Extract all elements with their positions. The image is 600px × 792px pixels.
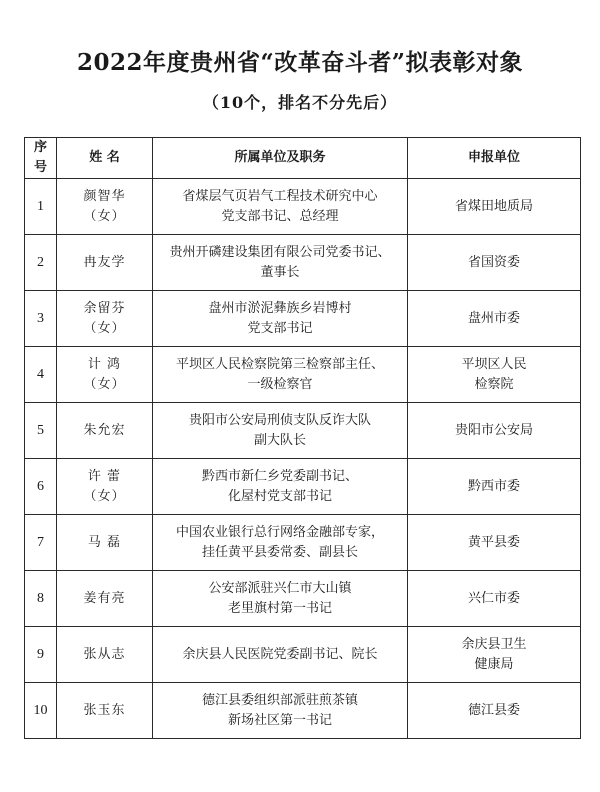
row-nominating-unit: 黄平县委 (408, 515, 581, 571)
header-number: 序号 (25, 138, 57, 179)
row-nominating-unit: 兴仁市委 (408, 571, 581, 627)
table-row (25, 515, 581, 571)
row-position: 省煤层气页岩气工程技术研究中心 党支部书记、总经理 (153, 179, 408, 235)
row-name: 张玉东 (57, 683, 153, 739)
table-row (25, 459, 581, 515)
row-nominating-unit: 平坝区人民 检察院 (408, 347, 581, 403)
table-row (25, 291, 581, 347)
row-position: 余庆县人民医院党委副书记、院长 (153, 627, 408, 683)
table-row (25, 347, 581, 403)
row-position: 盘州市淤泥彝族乡岩博村 党支部书记 (153, 291, 408, 347)
table-row (25, 235, 581, 291)
row-number: 3 (25, 291, 57, 347)
row-number: 8 (25, 571, 57, 627)
header-nominating-unit: 申报单位 (408, 138, 581, 179)
table-row (25, 179, 581, 235)
row-name: 许 蕾 （女） (57, 459, 153, 515)
header-name: 姓 名 (57, 138, 153, 179)
row-nominating-unit: 德江县委 (408, 683, 581, 739)
row-position: 中国农业银行总行网络金融部专家， 挂任黄平县委常委、副县长 (153, 515, 408, 571)
row-position: 德江县委组织部派驻煎茶镇 新场社区第一书记 (153, 683, 408, 739)
row-nominating-unit: 盘州市委 (408, 291, 581, 347)
row-nominating-unit: 余庆县卫生 健康局 (408, 627, 581, 683)
row-name: 马 磊 (57, 515, 153, 571)
row-nominating-unit: 省煤田地质局 (408, 179, 581, 235)
row-nominating-unit: 黔西市委 (408, 459, 581, 515)
row-number: 6 (25, 459, 57, 515)
table-row (25, 403, 581, 459)
document-subtitle: （10个，排名不分先后） (202, 93, 398, 112)
header-position: 所属单位及职务 (153, 138, 408, 179)
table-row (25, 571, 581, 627)
row-name: 冉友学 (57, 235, 153, 291)
row-number: 2 (25, 235, 57, 291)
row-name: 姜有亮 (57, 571, 153, 627)
row-number: 1 (25, 179, 57, 235)
row-position: 贵阳市公安局刑侦支队反诈大队 副大队长 (153, 403, 408, 459)
table-header-row (25, 138, 581, 179)
row-number: 7 (25, 515, 57, 571)
row-name: 计 鸿 （女） (57, 347, 153, 403)
row-number: 5 (25, 403, 57, 459)
row-name: 余留芬 （女） (57, 291, 153, 347)
table-row (25, 683, 581, 739)
honoree-table (24, 137, 581, 739)
row-position: 公安部派驻兴仁市大山镇 老里旗村第一书记 (153, 571, 408, 627)
row-position: 贵州开磷建设集团有限公司党委书记、 董事长 (153, 235, 408, 291)
row-name: 颜智华 （女） (57, 179, 153, 235)
row-position: 黔西市新仁乡党委副书记、 化屋村党支部书记 (153, 459, 408, 515)
table-row (25, 627, 581, 683)
row-name: 张从志 (57, 627, 153, 683)
row-number: 10 (25, 683, 57, 739)
row-name: 朱允宏 (57, 403, 153, 459)
row-nominating-unit: 贵阳市公安局 (408, 403, 581, 459)
row-position: 平坝区人民检察院第三检察部主任、 一级检察官 (153, 347, 408, 403)
row-nominating-unit: 省国资委 (408, 235, 581, 291)
document-title: 2022年度贵州省“改革奋斗者”拟表彰对象 (77, 49, 523, 76)
row-number: 4 (25, 347, 57, 403)
row-number: 9 (25, 627, 57, 683)
